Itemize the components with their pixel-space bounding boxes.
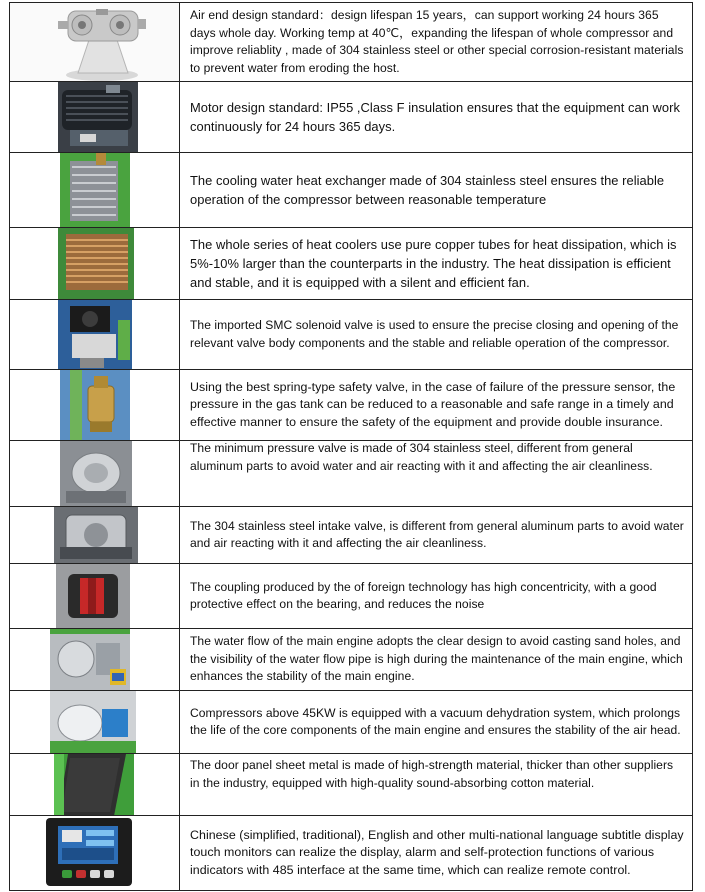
feature-row-heat-exchanger [9,153,693,228]
feature-row-coupling [9,564,693,629]
feature-row-air-end [9,2,693,82]
feature-text: The water flow of the main engine adopts the clear design to avoid casting sand holes, and the visibility of the water flow pipe is high during the maintenance of the main engine, which enhances the stability of the main engine. [190,634,683,684]
feature-text: The minimum pressure valve is made of 304 stainless steel, different from general aluminum parts to avoid water and air reacting with it and affecting the air cleanliness. [190,441,653,473]
main-engine-photo [10,629,180,690]
feature-text: The coupling produced by the of foreign technology has high concentricity, with a good protective effect on the bearing, and reduces the noise [190,579,657,611]
feature-row-door-panel [9,754,693,816]
feature-text: The cooling water heat exchanger made of 304 stainless steel ensures the reliable operation of the compressor between reasonable temperature [190,173,665,207]
feature-row-motor [9,82,693,153]
air-end-photo [10,3,180,81]
feature-row-minimum-pressure-valve [9,441,693,507]
coupling-photo [10,564,180,628]
feature-row-touch-monitor [9,816,693,891]
dehydration-system-photo [10,691,180,753]
feature-row-intake-valve [9,507,693,564]
touch-monitor-photo [10,816,180,890]
heat-exchanger-photo [10,153,180,227]
feature-text: Chinese (simplified, traditional), English and other multi-national language subtitle display touch monitors can realize the display, alarm and self-protection functions of various indicators with 485 interface at the same time, which can realize remote control. [190,827,684,877]
feature-row-copper-cooler [9,228,693,300]
copper-cooler-photo [10,228,180,299]
feature-text: Using the best spring-type safety valve, in the case of failure of the pressure sensor, the pressure in the gas tank can be reduced to a reasonable and safe range in a timely and effective manner to ensure the safety of the equipment and provide double insurance. [190,379,676,429]
door-panel-photo [10,754,180,815]
feature-row-dehydration-system [9,691,693,754]
feature-text: The door panel sheet metal is made of high-strength material, thicker than other suppliers in the industry, equipped with high-quality sound-absorbing cotton material. [190,758,674,790]
motor-photo [10,82,180,152]
intake-valve-photo [10,507,180,563]
minimum-pressure-valve-photo [10,441,180,506]
solenoid-valve-photo [10,300,180,369]
feature-text: Air end design standard：design lifespan 15 years，can support working 24 hours 365 days whole day. Working temp at 40℃，expanding the lifespan of whole compressor and improve reliablity , made of 304 stainless steel or other special corrosion-resistant materials to prevent water from eroding the host. [190,8,684,75]
feature-row-solenoid-valve [9,300,693,370]
feature-text: The 304 stainless steel intake valve, is different from general aluminum parts to avoid water and air reacting with it and affecting the air cleanliness. [190,518,684,550]
feature-row-safety-valve [9,370,693,441]
feature-text: The imported SMC solenoid valve is used to ensure the precise closing and opening of the relevant valve body components and the stable and reliable operation of the compressor. [190,318,679,350]
feature-row-main-engine [9,629,693,691]
feature-text: Compressors above 45KW is equipped with a vacuum dehydration system, which prolongs the life of the core components of the main engine and ensures the stability of the air head. [190,705,681,737]
safety-valve-photo [10,370,180,440]
feature-text: The whole series of heat coolers use pure copper tubes for heat dissipation, which is 5%-10% larger than the counterparts in the industry. The heat dissipation is efficient and stable, and it is equipped with a silent and efficient fan. [190,237,677,290]
feature-text: Motor design standard: IP55 ,Class F insulation ensures that the equipment can work continuously for 24 hours 365 days. [190,100,680,134]
